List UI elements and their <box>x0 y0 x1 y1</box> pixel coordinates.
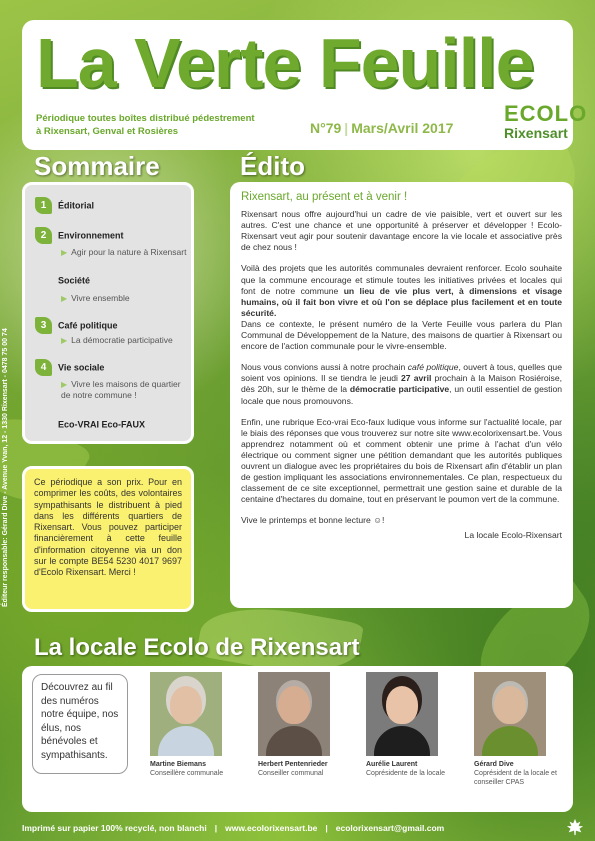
toc-subitem[interactable] <box>61 293 189 304</box>
toc-item-label: Société <box>58 275 91 286</box>
editorial-paragraph <box>241 263 562 352</box>
ecolo-logo <box>504 101 588 141</box>
donation-box <box>22 466 194 612</box>
text-run-bold: démocratie participative <box>349 384 450 395</box>
toc-subitem-label: La démocratie participative <box>71 335 173 345</box>
toc-subitem-label: Vivre ensemble <box>71 293 130 303</box>
toc-item-label: Environnement <box>58 230 124 241</box>
toc-subitem-label: Agir pour la nature à Rixensart <box>71 247 187 257</box>
editorial-lead: Rixensart, au présent et à venir ! <box>241 191 408 203</box>
triangle-bullet-icon: ▶ <box>61 380 68 389</box>
speech-bubble <box>32 674 128 774</box>
editorial-article <box>230 182 573 608</box>
member-name: Martine Biemans <box>150 761 207 768</box>
triangle-bullet-icon: ▶ <box>61 336 68 345</box>
text-run-italic: café politique <box>407 362 459 373</box>
member-name: Gérard Dive <box>474 761 514 768</box>
locale-title: La locale Ecolo de Rixensart <box>34 634 360 661</box>
triangle-bullet-icon: ▶ <box>61 248 68 257</box>
team-member-card <box>366 672 448 778</box>
leaf-number-icon: 4 <box>35 359 52 376</box>
footer-separator: | <box>214 823 218 833</box>
team-panel <box>22 666 573 812</box>
portrait-face <box>170 686 202 724</box>
toc-subitem[interactable] <box>61 247 189 258</box>
newsletter-subtitle <box>36 112 276 138</box>
team-member-card <box>474 672 564 787</box>
leaf-number-icon: 1 <box>35 197 52 214</box>
toc-item[interactable] <box>35 197 94 214</box>
portrait-face <box>494 686 526 724</box>
triangle-bullet-icon: ▶ <box>61 294 68 303</box>
toc-item[interactable] <box>58 275 90 286</box>
editorial-paragraph: Rixensart nous offre aujourd'hui un cadre de vie paisible, vert et ouvert sur les autres. C'est une chance et une opportunité à préserver et développer ! Ecolo-Rixensart veut agir pour soutenir davantage encore la vie locale et associative près de chez nous ! <box>241 209 562 253</box>
toc-item[interactable] <box>58 419 145 430</box>
text-run-bold: 27 avril <box>401 373 432 384</box>
leaf-number-icon: 2 <box>35 227 52 244</box>
text-run: , ouvert à tous, quelles que soient vos opinions. Il se tiendra le jeudi <box>241 362 562 384</box>
toc-item[interactable] <box>35 317 118 334</box>
member-role: Conseiller communal <box>258 770 324 777</box>
portrait-photo <box>150 672 222 756</box>
subtitle-line: Périodique toutes boîtes distribué pédestrement <box>36 113 255 124</box>
member-name: Herbert Pentenrieder <box>258 761 328 768</box>
footer-separator: | <box>325 823 328 833</box>
portrait-photo <box>366 672 438 756</box>
toc-item[interactable] <box>35 227 124 244</box>
portrait-body <box>482 726 538 756</box>
team-member-card <box>150 672 232 778</box>
footer-email-link[interactable]: ecolorixensart@gmail.com <box>335 823 445 833</box>
footer-website-link[interactable]: www.ecolorixensart.be <box>225 823 318 833</box>
editorial-paragraph <box>241 362 562 406</box>
ecolo-logo-word: ECOLO <box>504 101 588 126</box>
footer-paper-note: Imprimé sur papier 100% recyclé, non blanchi <box>22 823 207 833</box>
portrait-photo <box>258 672 330 756</box>
portrait-body <box>158 726 214 756</box>
portrait-face <box>386 686 418 724</box>
member-role: Conseillère communale <box>150 770 224 777</box>
toc-item-label: Vie sociale <box>58 362 105 373</box>
portrait-body <box>374 726 430 756</box>
publisher-text: Éditeur responsable: Gérard Dive - Avenue Yvan, 12 - 1330 Rixensart - 0478 75 00 74 <box>2 328 9 607</box>
text-run: Voilà des projets que les autorités communales devraient renforcer. Ecolo souhaite que la commune encourage et stimule toutes les initiatives privées et locales qui font de notre commune <box>241 263 562 296</box>
editorial-closing: Vive le printemps et bonne lecture ☺! <box>241 515 385 526</box>
newsletter-title: La Verte Feuille <box>36 24 534 102</box>
text-run-bold: un lieu de vie plus vert, à dimensions et visage humains, où il fait bon vivre et où l'on se déplace plus facilement et en toute sécurité. <box>241 285 563 318</box>
footer <box>22 823 573 833</box>
edito-title: Édito <box>240 151 305 181</box>
table-of-contents <box>22 182 194 444</box>
toc-subitem[interactable] <box>61 379 189 401</box>
editorial-signature: La locale Ecolo-Rixensart <box>464 530 562 541</box>
text-run: Dans ce contexte, le présent numéro de la Verte Feuille vous parlera du Plan Communal de Développement de la Nature, des maisons de quartier à Rixensart ou encore de l'action communale pour le vivre-ensemble. <box>241 318 562 352</box>
issue-info: N°79 | Mars/Avril 2017 <box>310 120 454 136</box>
portrait-photo <box>474 672 546 756</box>
text-run: , un outil essentiel de gestion locale que nous promouvons. <box>241 384 563 406</box>
toc-item[interactable] <box>35 359 104 376</box>
leaf-number-icon: 3 <box>35 317 52 334</box>
toc-item-label: Café politique <box>58 320 118 331</box>
toc-subitem-label: Vivre les maisons de quartier de notre commune ! <box>61 379 181 400</box>
team-member-card <box>258 672 340 778</box>
editorial-paragraph: Enfin, une rubrique Eco-vrai Eco-faux ludique vous informe sur l'actualité locale, par le biais des réponses que vous trouverez sur notre site www.ecolorixensart.be. Vous apprendrez notamment où et comment obtenir une prime à l'achat d'un vélo électrique ou comment signer une pétition demandant que les autorités publiques ouvrent un dialogue avec les propriétaires du bois de Rixensart afin d'établir un plan de gestion impliquant les associations environnementales. Ce plan, respectueux du classement de ce site exceptionnel, permettrait une gestion saine et durable de la centaine d'hectares du domaine, tout en préservant le poumon vert de la commune. <box>241 416 562 505</box>
portrait-body <box>266 726 322 756</box>
member-name: Aurélie Laurent <box>366 761 418 768</box>
masthead-panel <box>22 20 588 150</box>
speech-bubble-text: Découvrez au fil des numéros notre équipe, nos élus, nos bénévoles et sympathisants. <box>41 682 119 761</box>
text-run: prochain à la Maison Rosiéroise, dès 20h, sur le thème de la <box>241 373 563 395</box>
toc-item-label: Éditorial <box>58 200 95 211</box>
member-role: Coprésidente de la locale <box>366 770 445 777</box>
issue-number: N°79 <box>310 120 342 136</box>
maple-leaf-icon <box>566 818 584 836</box>
ecolo-logo-town: Rixensart <box>504 125 568 141</box>
toc-item-label: Eco-VRAI Eco-FAUX <box>58 419 146 430</box>
issue-date: Mars/Avril 2017 <box>351 120 454 136</box>
donation-text: Ce périodique a son prix. Pour en comprimer les coûts, des volontaires sympathisants le distribuent à pied dans les différents quartiers de Rixensart. Vous pouvez participer financièrement à cette feuille d'information citoyenne via un don sur le compte BE54 5230 4017 9697 d'Ecolo Rixensart. Merci ! <box>34 477 182 578</box>
toc-subitem[interactable] <box>61 335 189 346</box>
member-role: Coprésident de la locale et conseiller CPAS <box>474 770 557 786</box>
sommaire-title: Sommaire <box>34 151 160 181</box>
text-run: Nous vous convions aussi à notre prochain <box>241 362 408 373</box>
subtitle-line: à Rixensart, Genval et Rosières <box>36 126 179 137</box>
portrait-face <box>278 686 310 724</box>
